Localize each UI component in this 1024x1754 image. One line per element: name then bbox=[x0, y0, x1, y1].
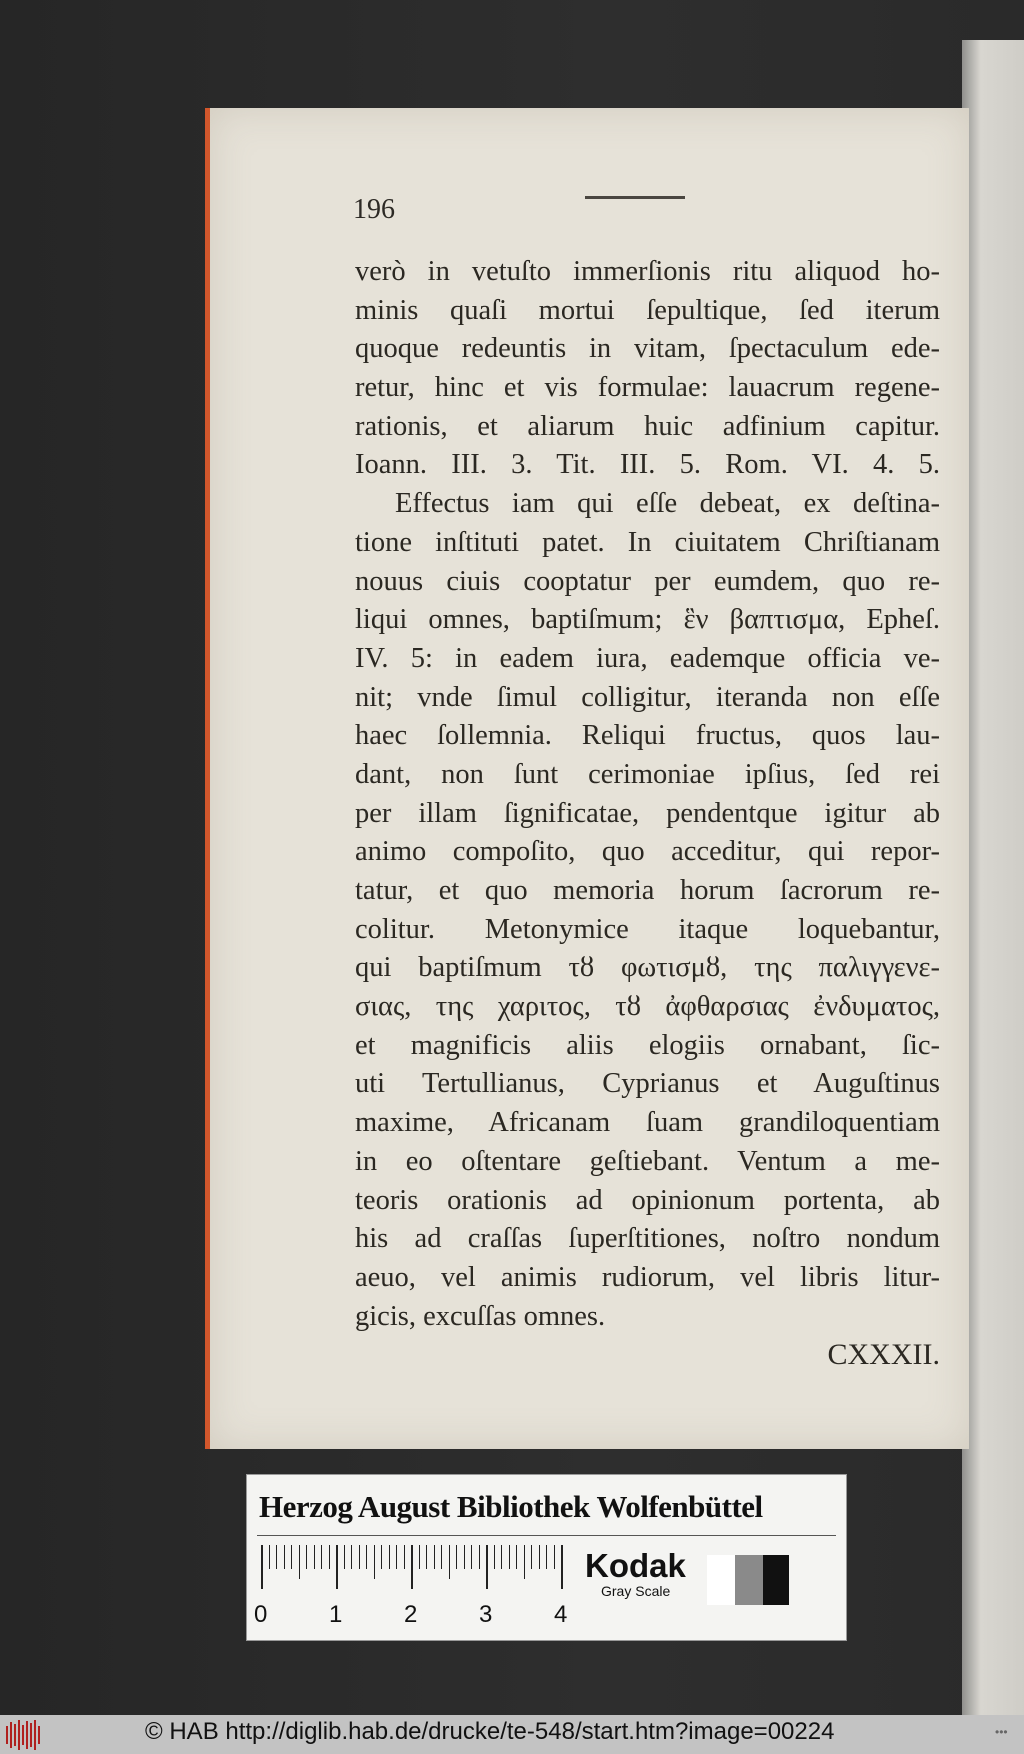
permalink[interactable]: © HAB http://diglib.hab.de/drucke/te-548/start.htm?image=00224 bbox=[145, 1718, 835, 1745]
text-line: Effectus iam qui eſſe debeat, ex deſtina- bbox=[395, 488, 940, 520]
ruler-tick bbox=[261, 1545, 263, 1589]
ruler-tick bbox=[531, 1545, 532, 1569]
ruler-tick bbox=[449, 1545, 450, 1579]
white-patch bbox=[707, 1555, 735, 1605]
text-line: gicis, excuſſas omnes. bbox=[355, 1300, 606, 1332]
ruler-tick bbox=[321, 1545, 322, 1569]
ruler-tick bbox=[269, 1545, 270, 1569]
ruler-tick bbox=[546, 1545, 547, 1569]
ruler-tick bbox=[509, 1545, 510, 1569]
page-number: 196 bbox=[353, 194, 395, 225]
ruler-tick bbox=[524, 1545, 525, 1579]
text-line: quoque redeuntis in vitam, ſpectaculum ede- bbox=[355, 333, 940, 365]
text-line: teoris orationis ad opinionum portenta, ab bbox=[355, 1184, 940, 1216]
ruler-tick bbox=[426, 1545, 427, 1569]
page-text bbox=[355, 253, 940, 1375]
ruler-tick bbox=[464, 1545, 465, 1569]
ruler-tick bbox=[479, 1545, 480, 1569]
text-line: dant, non ſunt cerimoniae ipſius, ſed rei bbox=[355, 758, 940, 790]
ruler-tick bbox=[441, 1545, 442, 1569]
ruler-tick bbox=[291, 1545, 292, 1569]
card-title: Herzog August Bibliothek Wolfenbüttel bbox=[259, 1489, 763, 1524]
ruler-tick bbox=[276, 1545, 277, 1569]
text-line: qui baptiſmum τȣ φωτισμȣ, της παλιγγενε- bbox=[355, 952, 940, 984]
ruler-tick bbox=[494, 1545, 495, 1569]
text-line: tione inſtituti patet. In ciuitatem Chriſtianam bbox=[355, 526, 940, 558]
text-line: σιας, της χαριτος, τȣ ἀφθαρσιας ἐνδυματος, bbox=[355, 991, 940, 1023]
text-line: his ad craſſas ſuperſtitiones, noſtro nondum bbox=[355, 1223, 940, 1255]
ruler-tick bbox=[419, 1545, 420, 1569]
text-line: rationis, et aliarum huic adfinium capitur. bbox=[355, 410, 940, 442]
text-line: haec ſollemnia. Reliqui fructus, quos lau- bbox=[355, 720, 940, 752]
more-icon[interactable]: ••• bbox=[995, 1725, 1008, 1739]
ruler-tick bbox=[396, 1545, 397, 1569]
ruler-number: 4 bbox=[554, 1601, 568, 1628]
ruler-tick bbox=[404, 1545, 405, 1569]
text-line: retur, hinc et vis formulae: lauacrum regene- bbox=[355, 372, 940, 404]
ruler-tick bbox=[486, 1545, 488, 1589]
ruler-tick bbox=[389, 1545, 390, 1569]
text-line: minis quaſi mortui ſepultique, ſed iterum bbox=[355, 294, 940, 326]
text-line: per illam ſignificatae, pendentque igitur ab bbox=[355, 797, 940, 829]
ruler-tick bbox=[501, 1545, 502, 1569]
ruler-number: 3 bbox=[479, 1601, 493, 1628]
facing-page-edge bbox=[962, 40, 1024, 1715]
color-calibration-card bbox=[246, 1474, 847, 1641]
ruler-tick bbox=[359, 1545, 360, 1569]
ruler-tick bbox=[516, 1545, 517, 1569]
ruler-tick bbox=[381, 1545, 382, 1569]
ruler-tick bbox=[561, 1545, 563, 1589]
ruler-tick bbox=[284, 1545, 285, 1569]
text-line: IV. 5: in eadem iura, eademque officia ve- bbox=[355, 642, 940, 674]
text-line: nit; vnde ſimul colligitur, iteranda non eſſe bbox=[355, 681, 940, 713]
text-line: liqui omnes, baptiſmum; ἓν βαπτισμα, Epheſ. bbox=[355, 604, 940, 636]
gray-scale-label: Gray Scale bbox=[601, 1583, 671, 1599]
ruler-tick bbox=[329, 1545, 330, 1569]
ruler-tick bbox=[314, 1545, 315, 1569]
text-line: colitur. Metonymice itaque loquebantur, bbox=[355, 913, 940, 945]
ruler-number: 1 bbox=[329, 1601, 343, 1628]
ruler-tick bbox=[351, 1545, 352, 1569]
ruler-number: 0 bbox=[254, 1601, 268, 1628]
ruler-tick bbox=[554, 1545, 555, 1569]
book-page bbox=[205, 108, 969, 1449]
text-line: tatur, et quo memoria horum ſacrorum re- bbox=[355, 875, 940, 906]
hab-logo-icon bbox=[6, 1720, 46, 1750]
text-line: maxime, Africanam ſuam grandiloquentiam bbox=[355, 1107, 940, 1139]
ruler-tick bbox=[471, 1545, 472, 1569]
text-line: in eo oſtentare geſtiebant. Ventum a me- bbox=[355, 1145, 940, 1177]
ruler-tick bbox=[299, 1545, 300, 1579]
text-line: uti Tertullianus, Cyprianus et Auguſtinus bbox=[355, 1068, 940, 1100]
ruler-tick bbox=[366, 1545, 367, 1569]
text-line: verò in vetuſto immerſionis ritu aliquod ho- bbox=[355, 256, 940, 287]
black-patch bbox=[763, 1555, 789, 1605]
text-line: et magnificis aliis elogiis ornabant, ſic- bbox=[355, 1029, 940, 1061]
ruler-tick bbox=[374, 1545, 375, 1579]
gray-patch bbox=[735, 1555, 763, 1605]
kodak-logo: Kodak bbox=[585, 1547, 686, 1584]
text-line: nouus ciuis cooptatur per eumdem, quo re- bbox=[355, 565, 940, 597]
footer-bar bbox=[0, 1715, 1024, 1754]
ruler-number: 2 bbox=[404, 1601, 418, 1628]
ruler-tick bbox=[411, 1545, 413, 1589]
ruler-tick bbox=[456, 1545, 457, 1569]
ruler-tick bbox=[306, 1545, 307, 1569]
text-line: aeuo, vel animis rudiorum, vel libris litur- bbox=[355, 1261, 940, 1293]
text-line: Ioann. III. 3. Tit. III. 5. Rom. VI. 4. 5. bbox=[355, 449, 940, 481]
ruler-tick bbox=[336, 1545, 338, 1589]
catchword: CXXXII. bbox=[827, 1338, 940, 1372]
header-rule bbox=[585, 196, 685, 199]
ruler-tick bbox=[434, 1545, 435, 1569]
ruler-tick bbox=[344, 1545, 345, 1569]
ruler-scale bbox=[261, 1545, 563, 1591]
card-divider bbox=[257, 1535, 836, 1536]
text-line: animo compoſito, quo acceditur, qui repor- bbox=[355, 836, 940, 868]
ruler-tick bbox=[539, 1545, 540, 1569]
